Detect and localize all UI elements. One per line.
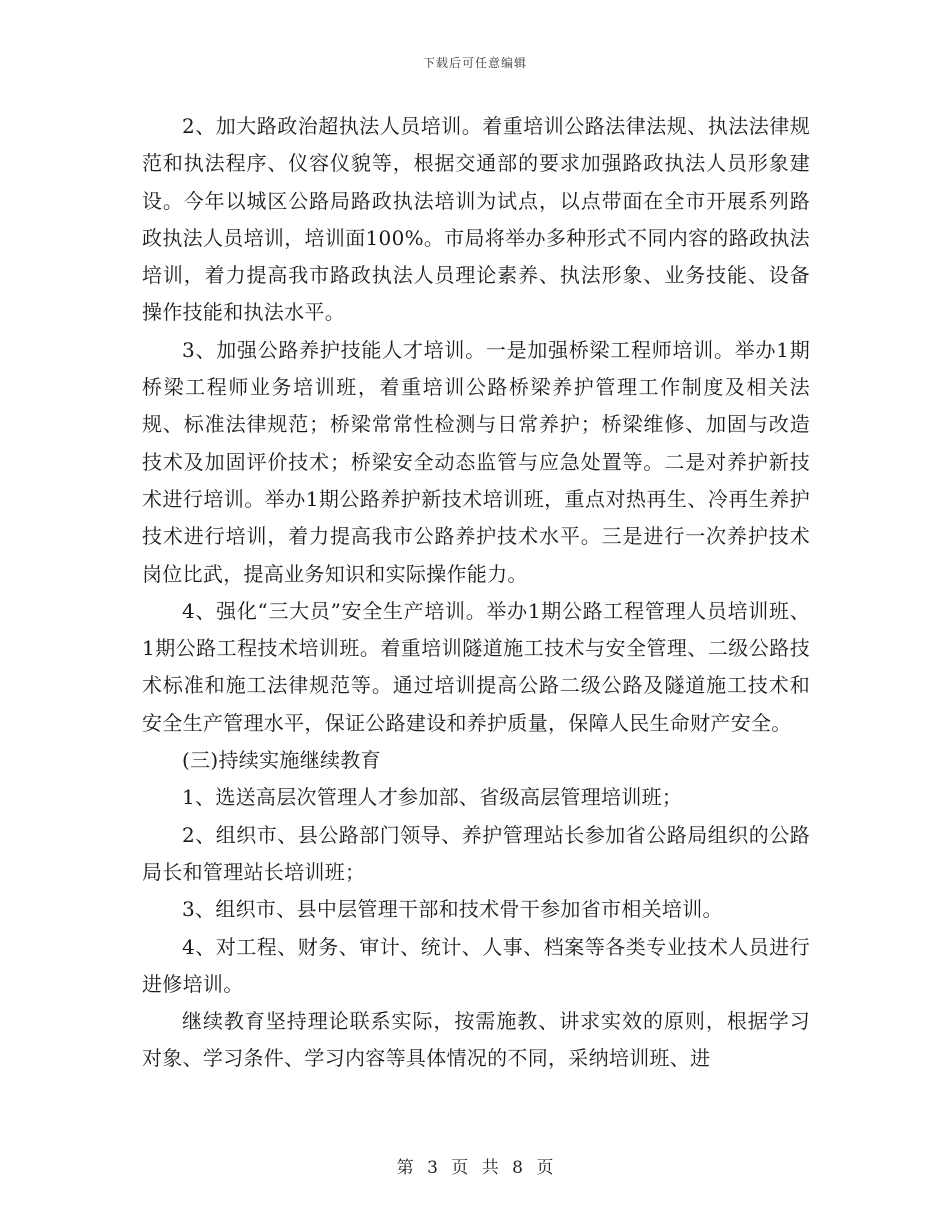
- section-heading-continuing-education: (三)持续实施继续教育: [182, 748, 381, 773]
- paragraph-continuing-education-principle: 继续教育坚持理论联系实际，按需施教、讲求实效的原则，根据学习对象、学习条件、学习内容等具体情况的不同，采纳培训班、进: [142, 1009, 810, 1071]
- page-header: 下载后可任意编辑: [422, 56, 527, 70]
- page-number-footer: 第 3 页 共 8 页: [396, 1158, 554, 1178]
- list-item-2: 2、组织市、县公路部门领导、养护管理站长参加省公路局组织的公路局长和管理站长培训班；: [142, 822, 810, 884]
- paragraph-maintenance-training: 3、加强公路养护技能人才培训。一是加强桥梁工程师培训。举办1期桥梁工程师业务培训班，着重培训公路桥梁养护管理工作制度及相关法规、标准法律规范；桥梁常常性检测与日常养护；桥梁维修、加固与改造技术及加固评价技术；桥梁安全动态监管与应急处置等。二是对养护新技术进行培训。举办1期公路养护新技术培训班，重点对热再生、冷再生养护技术进行培训，着力提高我市公路养护技术水平。三是进行一次养护技术岗位比武，提高业务知识和实际操作能力。: [142, 337, 810, 586]
- list-item-1: 1、选送高层次管理人才参加部、省级高层管理培训班；: [182, 785, 683, 810]
- paragraph-law-enforcement-training: 2、加大路政治超执法人员培训。着重培训公路法律法规、执法法律规范和执法程序、仪容仪貌等，根据交通部的要求加强路政执法人员形象建设。今年以城区公路局路政执法培训为试点，以点带面在全市开展系列路政执法人员培训，培训面100%。市局将举办多种形式不同内容的路政执法培训，着力提高我市路政执法人员理论素养、执法形象、业务技能、设备操作技能和执法水平。: [142, 114, 810, 325]
- paragraph-safety-training: 4、强化“三大员”安全生产培训。举办1期公路工程管理人员培训班、1期公路工程技术培训班。着重培训隧道施工技术与安全管理、二级公路技术标准和施工法律规范等。通过培训提高公路二级公路及隧道施工技术和安全生产管理水平，保证公路建设和养护质量，保障人民生命财产安全。: [142, 598, 810, 735]
- document-body: [142, 108, 810, 1078]
- list-item-3: 3、组织市、县中层管理干部和技术骨干参加省市相关培训。: [182, 897, 723, 922]
- list-item-4: 4、对工程、财务、审计、统计、人事、档案等各类专业技术人员进行进修培训。: [142, 934, 810, 996]
